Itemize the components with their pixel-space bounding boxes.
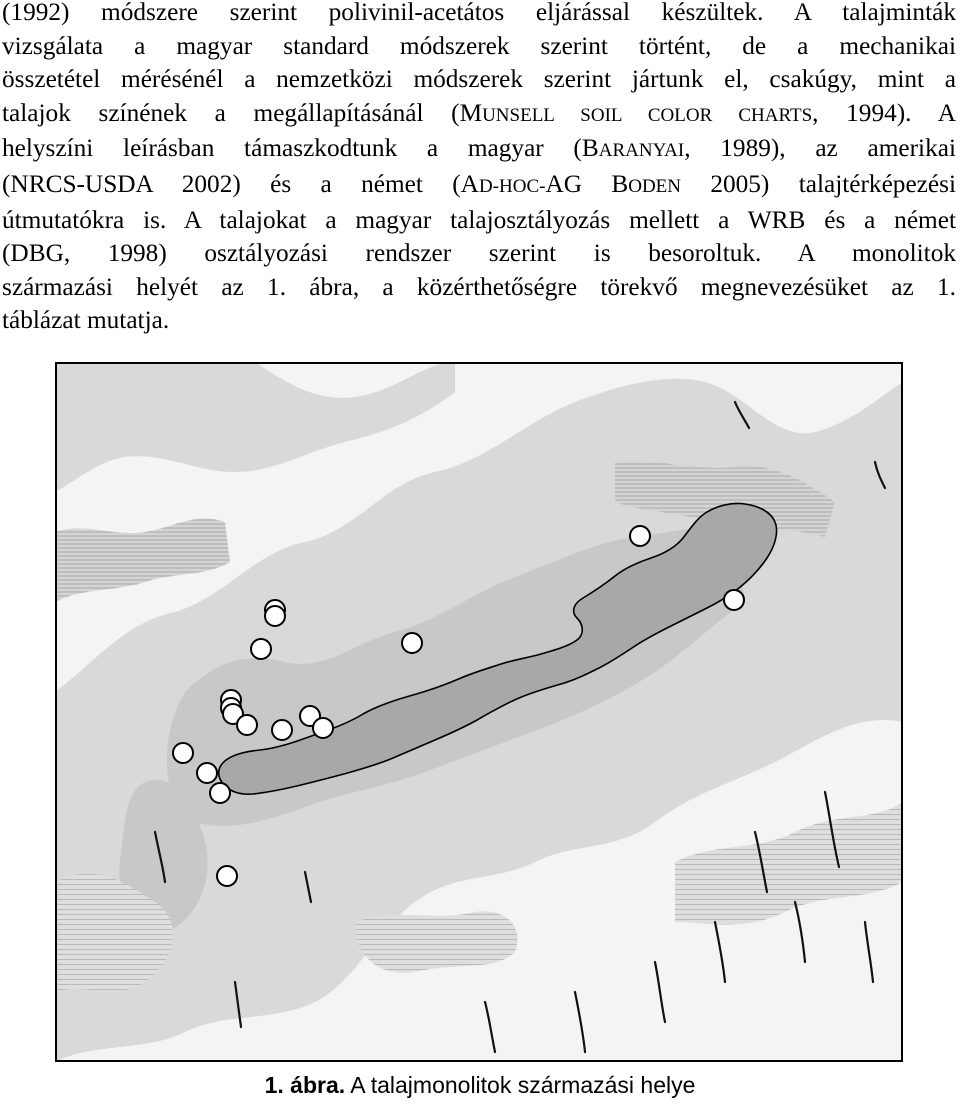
text-line	[2, 168, 956, 204]
hollow-circle-icon	[265, 606, 285, 626]
hollow-circle-icon	[313, 718, 333, 738]
citation-author-smallcaps: ARANYAI	[598, 140, 685, 162]
body-paragraph	[2, 0, 956, 338]
text-line: (DBG, 1998) osztályozási rendszer szerint is besoroltuk. A monolitok	[2, 239, 956, 268]
text-line: összetétel mérésénél a nemzetközi módszerek szerint jártunk el, csakúgy, mint a	[2, 65, 956, 94]
hollow-circle-icon	[237, 715, 257, 735]
hollow-circle-icon	[630, 526, 650, 546]
hollow-circle-icon	[402, 633, 422, 653]
text-run: , 1994). A	[812, 98, 957, 127]
text-line: származási helyét az 1. ábra, a közérthetőségre törekvő megnevezésüket az 1.	[2, 272, 956, 301]
text-run: (NRCS-USDA 2002) és a német (A	[2, 169, 479, 198]
text-run: , 1989), az amerikai	[684, 134, 956, 163]
citation-author-initial: M	[459, 98, 483, 127]
text-line: (1992) módszere szerint polivinil-acetátos eljárással készültek. A talajminták	[2, 0, 956, 26]
hollow-circle-icon	[173, 743, 193, 763]
citation-author-initial: B	[581, 134, 599, 163]
hollow-circle-icon	[272, 720, 292, 740]
text-run: 2005) talajtérképezési	[681, 169, 957, 198]
text-line: útmutatókra is. A talajokat a magyar talajosztályozás mellett a WRB és a német	[2, 205, 956, 234]
map-canvas	[55, 362, 903, 1062]
figure-caption-text: A talajmonolitok származási helye	[350, 1072, 696, 1098]
hollow-circle-icon	[210, 783, 230, 803]
text-line: vizsgálata a magyar standard módszerek szerint történt, de a mechanikai	[2, 31, 956, 60]
figure-caption-label: 1. ábra.	[264, 1072, 346, 1098]
hollow-circle-icon	[724, 590, 744, 610]
text-run: helyszíni leírásban támaszkodtunk a magyar (	[2, 134, 582, 163]
text-line	[2, 132, 956, 168]
text-run: talajok színének a megállapításánál (	[2, 98, 460, 127]
hollow-circle-icon	[217, 866, 237, 886]
text-run: AG B	[545, 169, 629, 198]
citation-author-smallcaps: UNSELL SOIL COLOR CHARTS	[482, 104, 813, 126]
soil-monolith-map-figure	[55, 362, 903, 1062]
hollow-circle-icon	[197, 763, 217, 783]
text-line: táblázat mutatja.	[2, 306, 170, 335]
figure-caption	[0, 1070, 960, 1100]
citation-author-smallcaps: D-HOC-	[478, 175, 546, 197]
hollow-circle-icon	[251, 639, 271, 659]
text-line	[2, 97, 956, 133]
citation-author-smallcaps: ODEN	[628, 175, 681, 197]
